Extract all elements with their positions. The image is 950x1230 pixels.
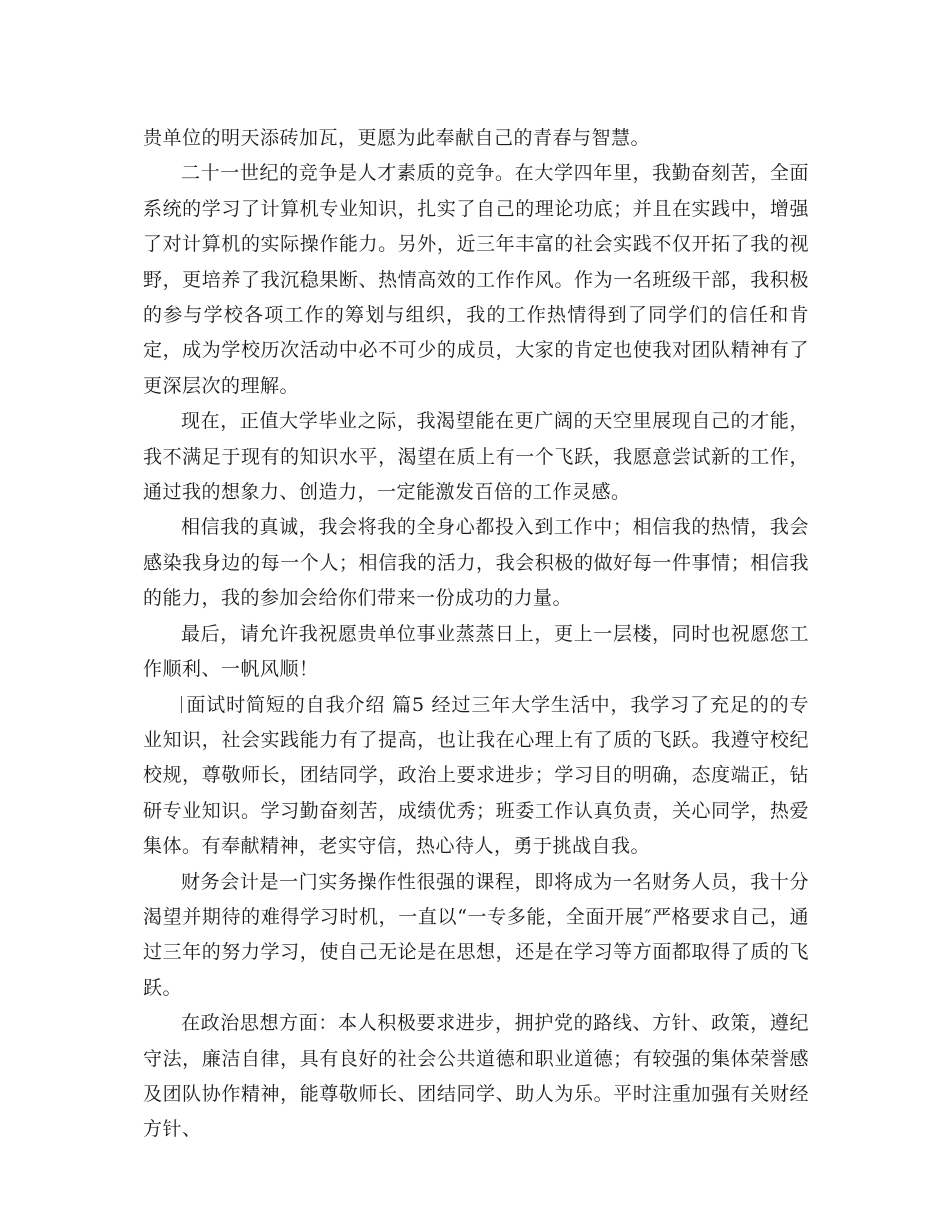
paragraph-text: 最后，请允许我祝愿贵单位事业蒸蒸日上，更上一层楼，同时也祝愿您工作顺利、一帆风顺！ — [143, 622, 809, 681]
paragraph-text: 贵单位的明天添砖加瓦，更愿为此奉献自己的青春与智慧。 — [143, 127, 651, 149]
paragraph-text: 财务会计是一门实务操作性很强的课程，即将成为一名财务人员，我十分渴望并期待的难得学习时机，一直以“一专多能，全面开展″严格要求自己，通过三年的努力学习，使自己无论是在思想，还是在学习等方面都取得了质的飞跃。 — [143, 870, 809, 999]
paragraph-text: 二十一世纪的竞争是人才素质的竞争。在大学四年里，我勤奋刻苦，全面系统的学习了计算机专业知识，扎实了自己的理论功底；并且在实践中，增强了对计算机的实际操作能力。另外，近三年丰富的社会实践不仅开拓了我的视野，更培养了我沉稳果断、热情高效的工作作风。作为一名班级干部，我积极的参与学校各项工作的筹划与组织，我的工作热情得到了同学们的信任和肯定，成为学校历次活动中必不可少的成员，大家的肯定也使我对团队精神有了更深层次的理解。 — [143, 162, 809, 397]
document-body — [143, 121, 809, 1148]
paragraph-4 — [143, 510, 809, 616]
paragraph-6 — [143, 688, 809, 865]
paragraph-8 — [143, 1006, 809, 1148]
paragraph-5 — [143, 617, 809, 688]
paragraph-7 — [143, 865, 809, 1007]
paragraph-text: 现在，正值大学毕业之际，我渴望能在更广阔的天空里展现自己的才能，我不满足于现有的知识水平，渴望在质上有一个飞跃，我愿意尝试新的工作，通过我的想象力、创造力，一定能激发百倍的工作灵感。 — [143, 410, 809, 504]
section-marker — [181, 696, 182, 713]
paragraph-1 — [143, 121, 809, 156]
paragraph-3 — [143, 404, 809, 510]
paragraph-text: 相信我的真诚，我会将我的全身心都投入到工作中；相信我的热情，我会感染我身边的每一个人；相信我的活力，我会积极的做好每一件事情；相信我的能力，我的参加会给你们带来一份成功的力量。 — [143, 516, 809, 610]
paragraph-2 — [143, 156, 809, 404]
paragraph-text: 在政治思想方面：本人积极要求进步，拥护党的路线、方针、政策，遵纪守法，廉洁自律，具有良好的社会公共道德和职业道德；有较强的集体荣誉感及团队协作精神，能尊敬师长、团结同学、助人为乐。平时注重加强有关财经方针、 — [143, 1012, 809, 1141]
paragraph-text: 面试时简短的自我介绍 篇5 经过三年大学生活中，我学习了充足的的专业知识，社会实践能力有了提高，也让我在心理上有了质的飞跃。我遵守校纪校规，尊敬师长，团结同学，政治上要求进步；学习目的明确，态度端正，钻研专业知识。学习勤奋刻苦，成绩优秀；班委工作认真负责，关心同学，热爱集体。有奉献精神，老实守信，热心待人，勇于挑战自我。 — [143, 693, 809, 858]
